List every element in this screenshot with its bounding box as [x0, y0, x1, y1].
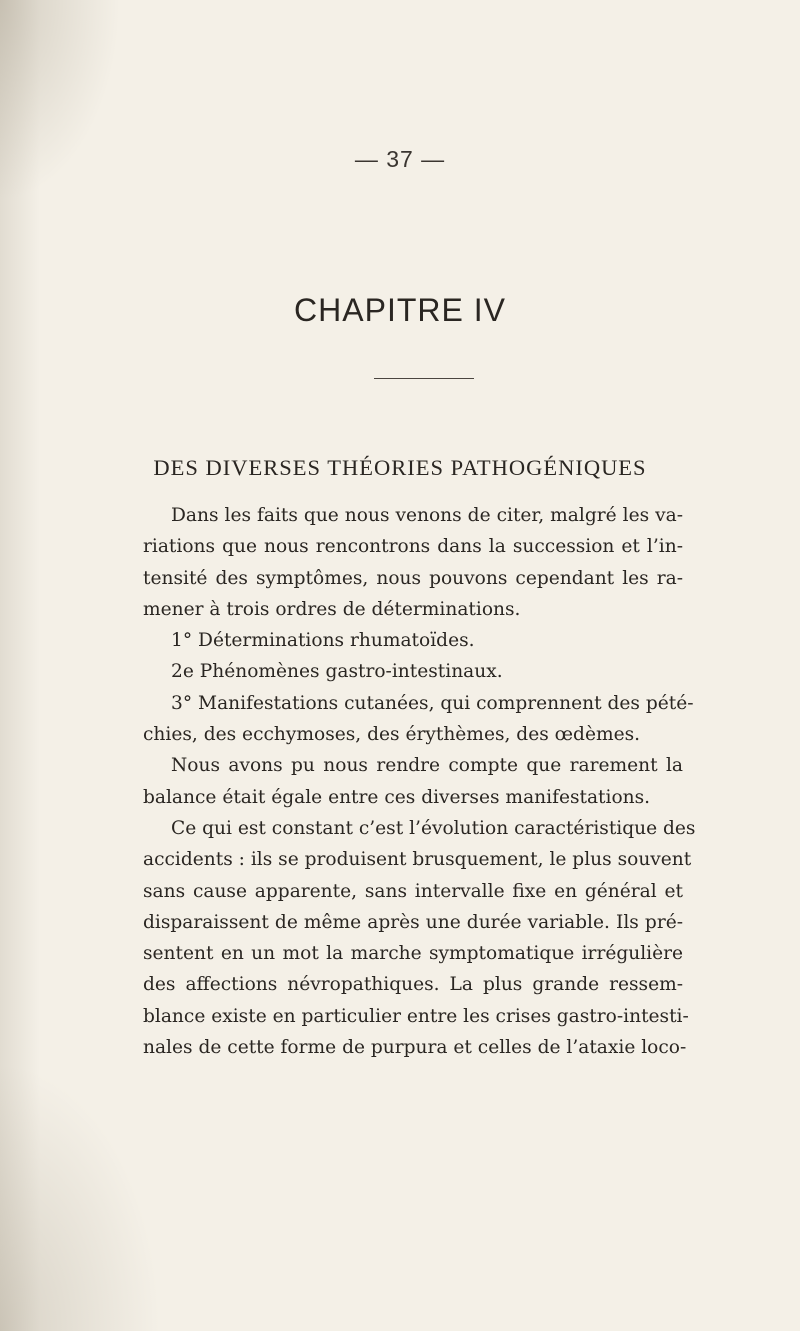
body-text [143, 500, 696, 1063]
text-line: Nous avons pu nous rendre compte que rarement la [171, 755, 683, 777]
text-line: Ce qui est constant c’est l’évolution caractéristique des [171, 817, 696, 839]
text-line: Dans les faits que nous venons de citer, malgré les va- [171, 505, 683, 526]
text-line: accidents : ils se produisent brusquement, le plus souvent [143, 849, 692, 871]
text-line: mener à trois ordres de déterminations. [143, 598, 521, 620]
text-line: sans cause apparente, sans intervalle fixe en général et [143, 880, 683, 902]
text-line: balance était égale entre ces diverses manifestations. [143, 786, 651, 808]
chapter-title: CHAPITRE IV [294, 292, 506, 328]
section-title: DES DIVERSES THÉORIES PATHOGÉNIQUES [153, 455, 647, 480]
page-number: — 37 — [354, 146, 446, 172]
text-line: 2e Phénomènes gastro-intestinaux. [171, 661, 503, 683]
text-line: disparaissent de même après une durée variable. Ils pré- [143, 911, 683, 933]
divider [374, 378, 474, 379]
text-line: riations que nous rencontrons dans la succession et l’in- [143, 536, 683, 558]
text-line: des affections névropathiques. La plus grande ressem- [143, 974, 683, 996]
text-line: blance existe en particulier entre les crises gastro-intesti- [143, 1005, 689, 1027]
text-line: sentent en un mot la marche symptomatique irrégulière [143, 943, 683, 965]
text-line: nales de cette forme de purpura et celles de l’ataxie loco- [143, 1037, 687, 1059]
text-line: 3° Manifestations cutanées, qui comprennent des pété- [171, 692, 694, 714]
text-line: tensité des symptômes, nous pouvons cependant les ra- [143, 567, 683, 589]
text-line: 1° Déterminations rhumatoïdes. [171, 630, 475, 652]
text-line: chies, des ecchymoses, des érythèmes, des œdèmes. [143, 724, 641, 746]
